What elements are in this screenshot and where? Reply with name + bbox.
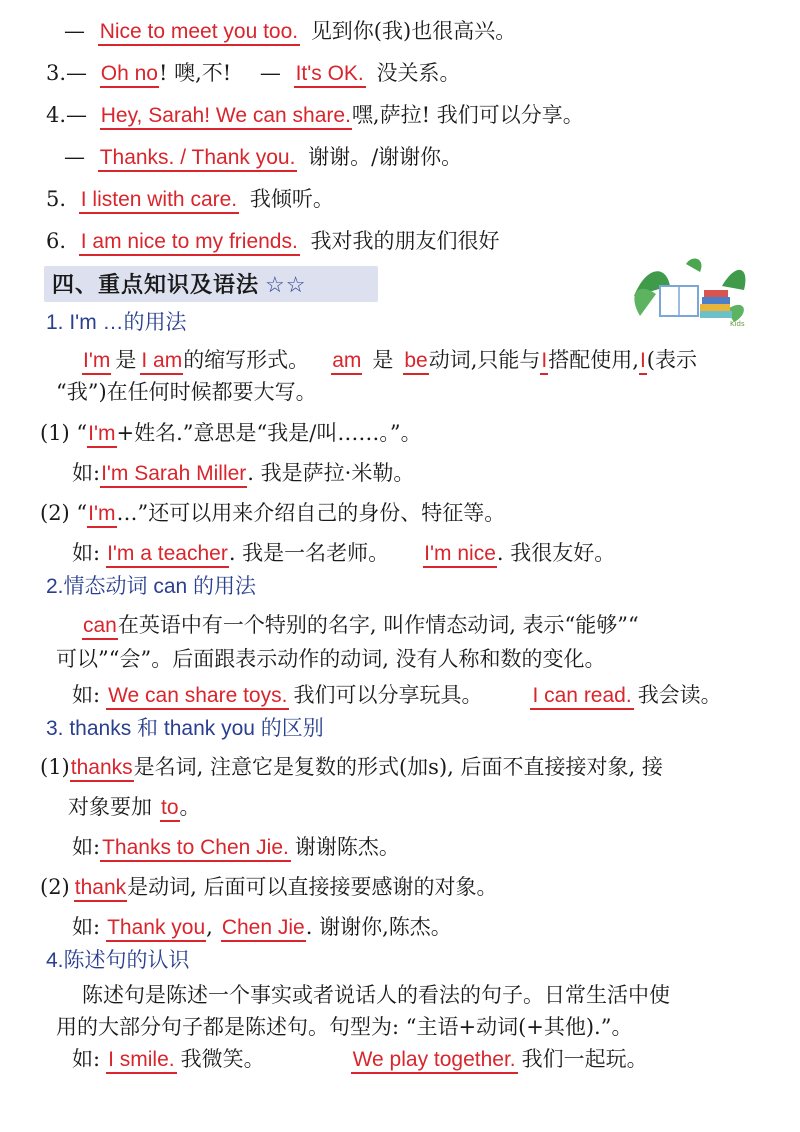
english-phrase: Hey, Sarah! We can share. (100, 104, 352, 130)
paragraph-can-line2: 可以”“会”。后面跟表示动作的动词, 没有人称和数的变化。 (56, 647, 606, 671)
svg-text:Kids: Kids (730, 320, 745, 328)
english-phrase: I listen with care. (79, 188, 239, 214)
statement-line2: 用的大部分句子都是陈述句。句型为: “主语+动词(+其他).”。 (56, 1015, 633, 1039)
rule-2-example: 如: I'm a teacher. 我是一名老师。 I'm nice. 我很友好。 (72, 538, 615, 569)
subheading-statement: 4.陈述句的认识 (46, 949, 190, 972)
rule-1: (1) “I'm+姓名.”意思是“我是/叫……。”。 (40, 418, 422, 449)
paragraph-im-line1: I'm 是 I am的缩写形式。 am 是 be动词,只能与I搭配使用,I(表示 (82, 345, 697, 376)
can-example: 如: We can share toys. 我们可以分享玩具。 I can read. 我会读。 (72, 680, 722, 711)
thanks-rule-2: (2) thank是动词, 后面可以直接接要感谢的对象。 (40, 872, 497, 903)
dialogue-line-5: 5. I listen with care. 我倾听。 (46, 184, 334, 215)
english-phrase: Nice to meet you too. (98, 20, 300, 46)
english-phrase: I am nice to my friends. (79, 230, 300, 256)
dialogue-line-2: 3.— Oh no! 噢,不! — It's OK. 没关系。 (46, 58, 460, 89)
statement-example: 如: I smile. 我微笑。 We play together. 我们一起玩。 (72, 1044, 648, 1075)
dialogue-line-1: — Nice to meet you too. 见到你(我)也很高兴。 (64, 16, 516, 47)
thanks-rule-1-example: 如:Thanks to Chen Jie. 谢谢陈杰。 (72, 832, 400, 863)
english-phrase: It's OK. (294, 62, 366, 88)
books-leaves-icon (626, 256, 752, 330)
thanks-rule-1-line2: 对象要加 to。 (68, 792, 201, 823)
paragraph-im-line2: “我”)在任何时候都要大写。 (56, 380, 317, 404)
paragraph-can-line1: can在英语中有一个特别的名字, 叫作情态动词, 表示“能够”“ (82, 610, 639, 641)
dialogue-line-6: 6. I am nice to my friends. 我对我的朋友们很好 (46, 226, 500, 257)
thanks-rule-1: (1)thanks是名词, 注意它是复数的形式(加s), 后面不直接接对象, 接 (40, 752, 663, 783)
dialogue-line-4: — Thanks. / Thank you. 谢谢。/谢谢你。 (64, 142, 462, 173)
stars-icon: ☆☆ (265, 273, 307, 298)
subheading-thanks: 3. thanks 和 thank you 的区别 (46, 717, 324, 740)
dialogue-line-3: 4.— Hey, Sarah! We can share.嘿,萨拉! 我们可以分享。 (46, 100, 584, 131)
statement-line1: 陈述句是陈述一个事实或者说话人的看法的句子。日常生活中使 (82, 983, 670, 1007)
section-title: 四、重点知识及语法 ☆☆ (52, 272, 307, 298)
rule-1-example: 如:I'm Sarah Miller. 我是萨拉·米勒。 (72, 458, 414, 489)
english-phrase: Oh no (100, 62, 159, 88)
subheading-can-usage: 2.情态动词 can 的用法 (46, 575, 257, 598)
subheading-im-usage: 1. I'm …的用法 (46, 311, 187, 334)
thanks-rule-2-example: 如: Thank you, Chen Jie. 谢谢你,陈杰。 (72, 912, 452, 943)
english-phrase: Thanks. / Thank you. (98, 146, 298, 172)
rule-2: (2) “I'm…”还可以用来介绍自己的身份、特征等。 (40, 498, 505, 529)
